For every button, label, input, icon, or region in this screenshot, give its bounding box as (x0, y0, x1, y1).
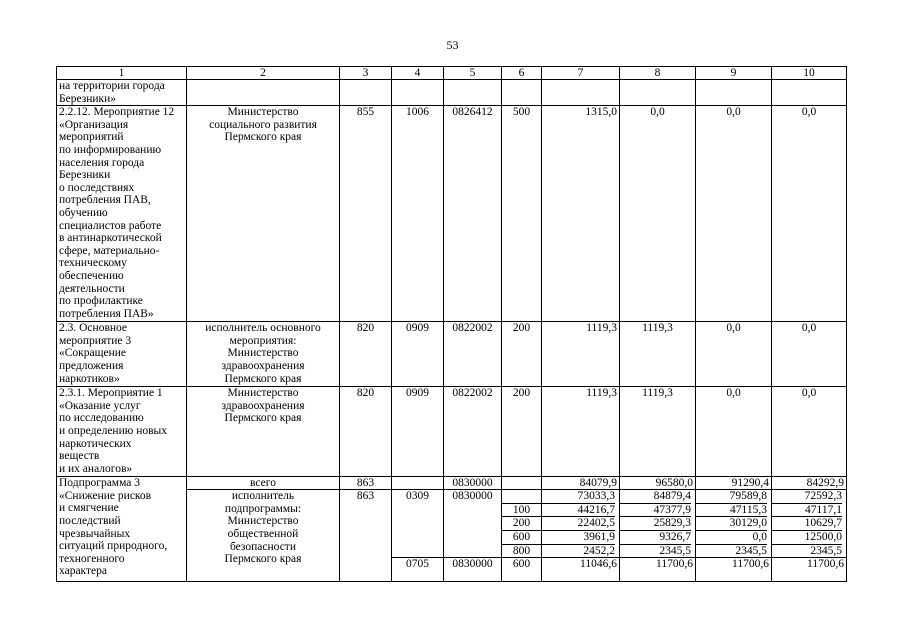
line-c9: 30129,0 (696, 517, 767, 531)
row-executor: Министерство здравоохранения Пермского края (187, 387, 340, 477)
row-c3: 855 (340, 106, 392, 322)
line-c7: 73033,3 (577, 490, 615, 503)
line-c9: 79589,8 (729, 490, 767, 503)
row-c9: 0,0 (696, 106, 772, 322)
table-row (57, 322, 847, 387)
row-c8 (620, 80, 696, 106)
subprogram-c6-cell (502, 490, 542, 558)
line-c8: 47377,9 (620, 503, 691, 518)
row-c10: 0,0 (772, 106, 847, 322)
row-c5: 0822002 (444, 387, 502, 477)
line-c8: 9326,7 (620, 531, 691, 545)
header-cell: 1 (57, 67, 187, 80)
header-cell: 7 (542, 67, 620, 80)
row-c5 (444, 80, 502, 106)
line-c7: 44216,7 (542, 503, 615, 518)
row-c9 (696, 80, 772, 106)
row-title: 2.3. Основное мероприятие 3 «Сокращение предложения наркотиков» (57, 322, 187, 387)
subprogram-c8-cell (620, 490, 696, 558)
row-executor: исполнитель основного мероприятия: Министерство здравоохранения Пермского края (187, 322, 340, 387)
subprogram-total-c9: 91290,4 (696, 477, 772, 490)
row-c6 (502, 80, 542, 106)
header-cell: 3 (340, 67, 392, 80)
line-c9: 2345,5 (735, 544, 767, 557)
row-c6: 200 (502, 387, 542, 477)
row-c6: 500 (502, 106, 542, 322)
line-c7: 2452,2 (583, 544, 615, 557)
line-c6: 800 (512, 544, 531, 557)
header-cell: 10 (772, 67, 847, 80)
line-c7: 3961,9 (542, 531, 615, 545)
line-c6: 200 (502, 517, 541, 531)
row-c8: 1119,3 (620, 387, 696, 477)
budget-table (56, 66, 847, 582)
subprogram-total-c10: 84292,9 (772, 477, 847, 490)
line-c4: 0705 (392, 558, 444, 582)
subprogram-total-c7: 84079,9 (542, 477, 620, 490)
header-cell: 6 (502, 67, 542, 80)
line-c9: 11700,6 (696, 558, 772, 582)
subprogram-total-c5: 0830000 (444, 477, 502, 490)
row-c10 (772, 80, 847, 106)
row-c8: 1119,3 (620, 322, 696, 387)
subprogram-c7-cell (542, 490, 620, 558)
row-c10: 0,0 (772, 322, 847, 387)
line-c10: 11700,6 (772, 558, 847, 582)
line-c7: 11046,6 (542, 558, 620, 582)
row-c7: 1119,3 (542, 387, 620, 477)
line-c6: 600 (502, 558, 542, 582)
row-c6: 200 (502, 322, 542, 387)
row-title: на территории города Березники» (57, 80, 187, 106)
line-c10: 12500,0 (772, 531, 842, 545)
table-header-row (57, 67, 847, 80)
subprogram-executor: исполнитель подпрограммы: Министерство общественной безопасности Пермского края (187, 490, 340, 582)
line-c10: 47117,1 (772, 503, 842, 518)
row-c7: 1119,3 (542, 322, 620, 387)
subprogram-total-c8: 96580,0 (620, 477, 696, 490)
line-c7: 22402,5 (542, 517, 615, 531)
line-c9: 0,0 (696, 531, 767, 545)
row-c7 (542, 80, 620, 106)
subprogram-c9-cell (696, 490, 772, 558)
line-c8: 84879,4 (653, 490, 691, 503)
line-c9: 47115,3 (696, 503, 767, 518)
subprogram-title: Подпрограмма 3 «Снижение рисков и смягчение последствий чрезвычайных ситуаций природного, техногенного характера (57, 477, 187, 582)
table-row (57, 387, 847, 477)
row-title: 2.2.12. Мероприятие 12 «Организация мероприятий по информированию населения города Березники о последствиях потребления ПАВ, обучению специалистов работе в антинаркотической сфере, материально- техническому обеспечению деятельности по профилактике потребления ПАВ» (57, 106, 187, 322)
line-c6: 600 (502, 531, 541, 545)
subprogram-c4-cell (392, 490, 444, 558)
header-cell: 9 (696, 67, 772, 80)
line-c10: 2345,5 (810, 544, 842, 557)
row-c9: 0,0 (696, 322, 772, 387)
table-row (57, 80, 847, 106)
row-title: 2.3.1. Мероприятие 1 «Оказание услуг по исследованию и определению новых наркотических веществ и их аналогов» (57, 387, 187, 477)
row-c10: 0,0 (772, 387, 847, 477)
subprogram-total-c6 (502, 477, 542, 490)
row-executor: Министерство социального развития Пермского края (187, 106, 340, 322)
subprogram-c5-cell (444, 490, 502, 558)
table-row (57, 106, 847, 322)
row-c5: 0826412 (444, 106, 502, 322)
line-c5: 0830000 (444, 558, 502, 582)
header-cell: 8 (620, 67, 696, 80)
line-c6: 100 (502, 503, 541, 518)
page-number: 53 (446, 38, 459, 52)
subprogram-executor-c3: 863 (340, 490, 392, 582)
row-executor (187, 80, 340, 106)
subprogram-c10-cell (772, 490, 847, 558)
header-cell: 2 (187, 67, 340, 80)
line-c8: 11700,6 (620, 558, 696, 582)
row-c5: 0822002 (444, 322, 502, 387)
subprogram-total-c4 (392, 477, 444, 490)
row-c9: 0,0 (696, 387, 772, 477)
row-c4: 0909 (392, 387, 444, 477)
line-c8: 2345,5 (659, 544, 691, 557)
row-c3: 820 (340, 387, 392, 477)
header-cell: 5 (444, 67, 502, 80)
line-c5: 0830000 (452, 490, 493, 503)
row-c8: 0,0 (620, 106, 696, 322)
row-c4: 0909 (392, 322, 444, 387)
subprogram-total-label: всего (187, 477, 340, 490)
line-c8: 25829,3 (620, 517, 691, 531)
row-c4: 1006 (392, 106, 444, 322)
line-c4: 0309 (406, 490, 429, 503)
line-c10: 72592,3 (804, 490, 842, 503)
row-c3 (340, 80, 392, 106)
line-c10: 10629,7 (772, 517, 842, 531)
table-row-subprogram-total (57, 477, 847, 490)
subprogram-total-c3: 863 (340, 477, 392, 490)
row-c4 (392, 80, 444, 106)
row-c3: 820 (340, 322, 392, 387)
header-cell: 4 (392, 67, 444, 80)
row-c7: 1315,0 (542, 106, 620, 322)
line-c6 (502, 490, 541, 503)
